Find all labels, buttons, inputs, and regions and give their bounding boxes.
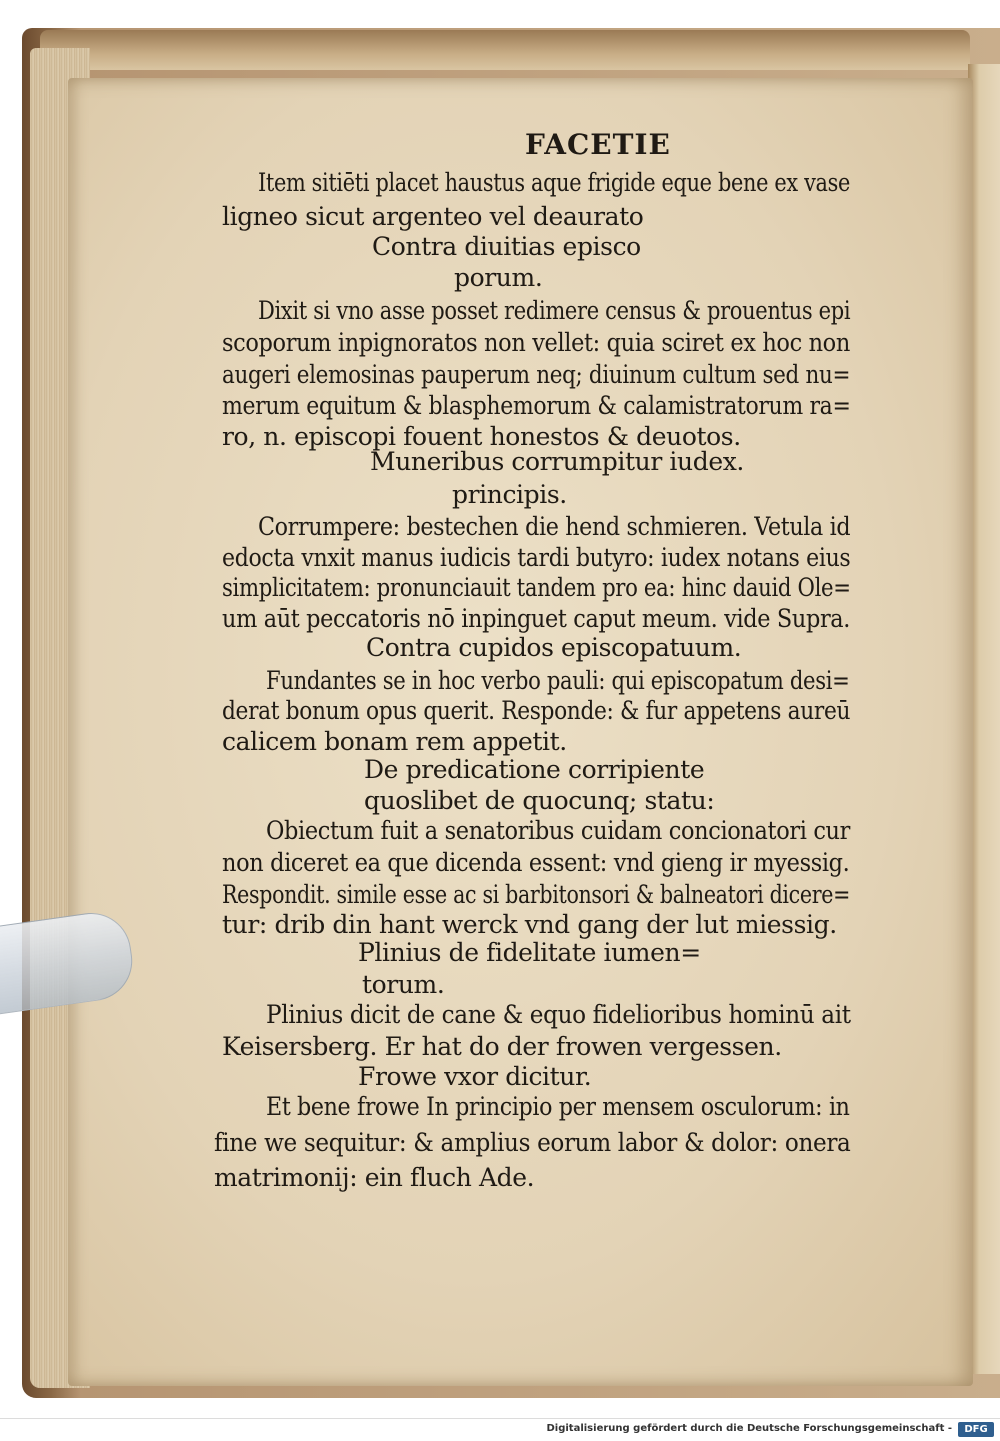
text-line: Contra cupidos episcopatuum. <box>366 633 742 662</box>
footer-bar <box>0 1418 1000 1441</box>
text-line: edocta vnxit manus iudicis tardi butyro: iudex notans eius <box>222 543 851 572</box>
text-line: Contra diuitias episco <box>372 232 641 261</box>
text-line: Et bene frowe In principio per mensem osculorum: in <box>266 1092 850 1121</box>
text-line: Dixit si vno asse posset redimere census & prouentus epi <box>258 296 851 325</box>
text-line: Keisersberg. Er hat do der frowen vergessen. <box>222 1032 782 1061</box>
text-line: torum. <box>362 970 445 999</box>
text-line: De predicatione corripiente <box>364 755 705 784</box>
page-top-edge <box>40 30 970 70</box>
text-line: derat bonum opus querit. Responde: & fur appetens aureū <box>222 696 851 725</box>
text-line: fine we sequitur: & amplius eorum labor & dolor: onera <box>214 1128 851 1157</box>
text-line: um aūt peccatoris nō inpinguet caput meum. vide Supra. <box>222 604 851 633</box>
dfg-logo: DFG <box>958 1422 994 1437</box>
text-line: quoslibet de quocunq; statu: <box>364 786 715 815</box>
text-line: scoporum inpignoratos non vellet: quia sciret ex hoc non <box>222 328 850 357</box>
text-line: Muneribus corrumpitur iudex. <box>370 447 744 476</box>
text-line: non diceret ea que dicenda essent: vnd gieng ir myessig. <box>222 848 850 877</box>
text-line: tur: drib din hant werck vnd gang der lut miessig. <box>222 910 837 939</box>
text-line: calicem bonam rem appetit. <box>222 727 567 756</box>
text-line: Corrumpere: bestechen die hend schmieren. Vetula id <box>258 512 851 541</box>
text-line: ligneo sicut argenteo vel deaurato <box>222 202 644 231</box>
text-line: Plinius dicit de cane & equo fidelioribus hominū ait <box>266 1000 851 1029</box>
funding-notice: Digitalisierung gefördert durch die Deutsche Forschungsgemeinschaft - <box>546 1423 952 1434</box>
text-line: porum. <box>454 263 543 292</box>
text-line: augeri elemosinas pauperum neq; diuinum cultum sed nu= <box>222 360 851 389</box>
text-line: simplicitatem: pronunciauit tandem pro ea: hinc dauid Ole= <box>222 573 851 602</box>
text-line: Frowe vxor dicitur. <box>358 1062 592 1091</box>
text-line: Fundantes se in hoc verbo pauli: qui episcopatum desi= <box>266 666 850 695</box>
text-line: Obiectum fuit a senatoribus cuidam concionatori cur <box>266 816 851 845</box>
running-head: FACETIE <box>525 128 671 161</box>
text-line: Item sitiēti placet haustus aque frigide eque bene ex vase <box>258 168 851 197</box>
text-line: ro, n. episcopi fouent honestos & deuotos. <box>222 422 741 451</box>
text-line: matrimonij: ein fluch Ade. <box>214 1163 535 1192</box>
text-line: principis. <box>452 480 567 509</box>
text-line: Respondit. simile esse ac si barbitonsori & balneatori dicere= <box>222 880 850 909</box>
text-line: merum equitum & blasphemorum & calamistratorum ra= <box>222 391 851 420</box>
text-line: Plinius de fidelitate iumen= <box>358 938 701 967</box>
